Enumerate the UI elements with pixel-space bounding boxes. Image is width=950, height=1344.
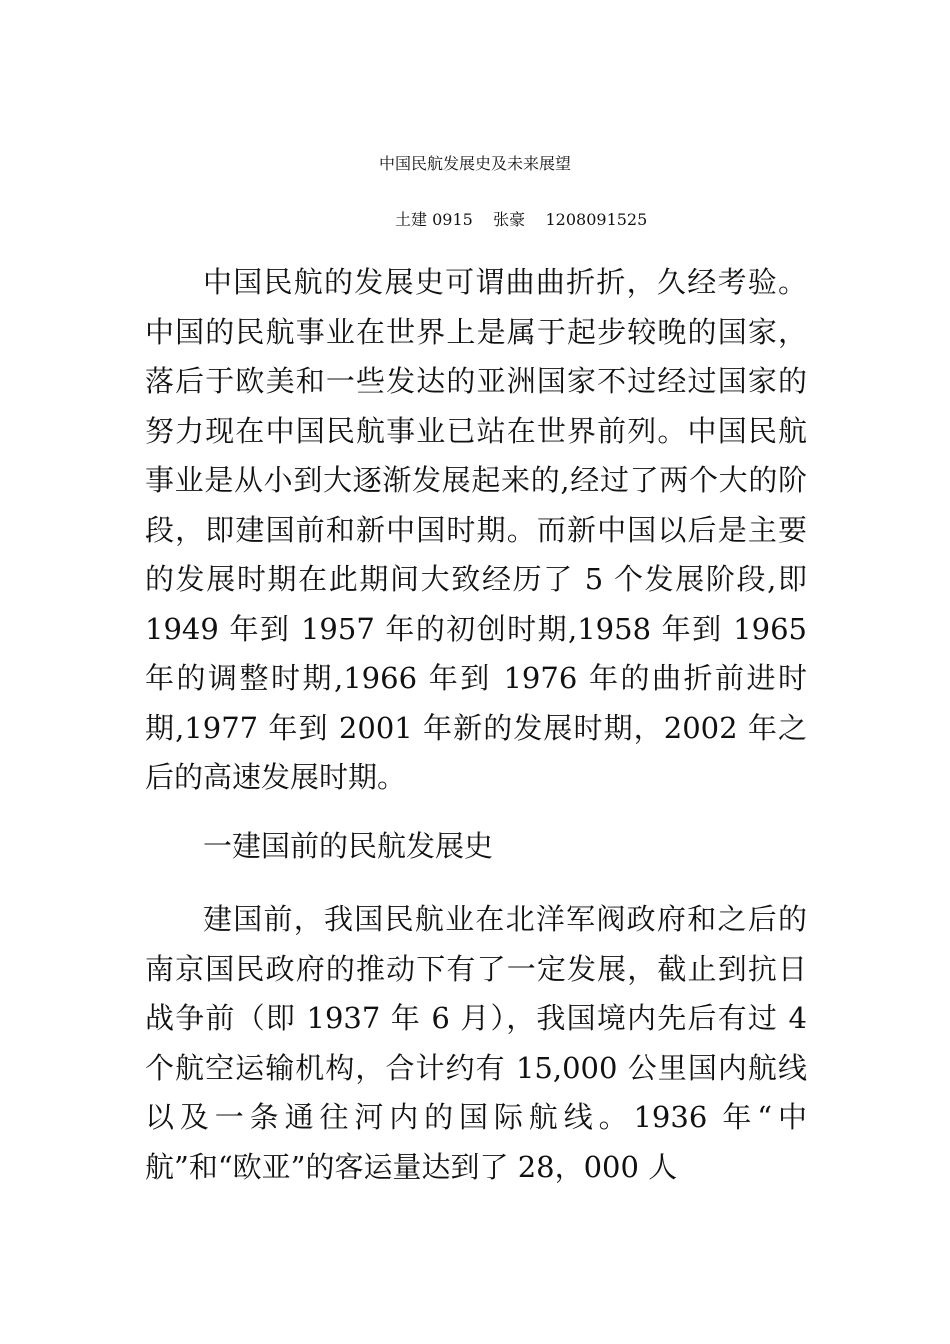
paragraph-pre-founding: 建国前，我国民航业在北洋军阀政府和之后的南京国民政府的推动下有了一定发展，截止到抗日战争前（即 1937 年 6 月），我国境内先后有过 4 个航空运输机构，合计约有 15,000 公里国内航线以及一条通往河内的国际航线。1936 年“中航”和“欧亚”的客运量达到了 28，000 人	[145, 902, 807, 1184]
author-line: 土建 0915 张豪 1208091525	[395, 210, 648, 229]
paragraph-intro: 中国民航的发展史可谓曲曲折折，久经考验。中国的民航事业在世界上是属于起步较晚的国家，落后于欧美和一些发达的亚洲国家不过经过国家的努力现在中国民航事业已站在世界前列。中国民航事业是从小到大逐渐发展起来的,经过了两个大的阶段，即建国前和新中国时期。而新中国以后是主要的发展时期在此期间大致经历了 5 个发展阶段,即 1949 年到 1957 年的初创时期,1958 年到 1965 年的调整时期,1966 年到 1976 年的曲折前进时期,1977 年到 2001 年新的发展时期，2002 年之后的高速发展时期。	[145, 265, 807, 794]
document-title: 中国民航发展史及未来展望	[378, 154, 571, 173]
section-heading: 一建国前的民航发展史	[203, 829, 494, 863]
